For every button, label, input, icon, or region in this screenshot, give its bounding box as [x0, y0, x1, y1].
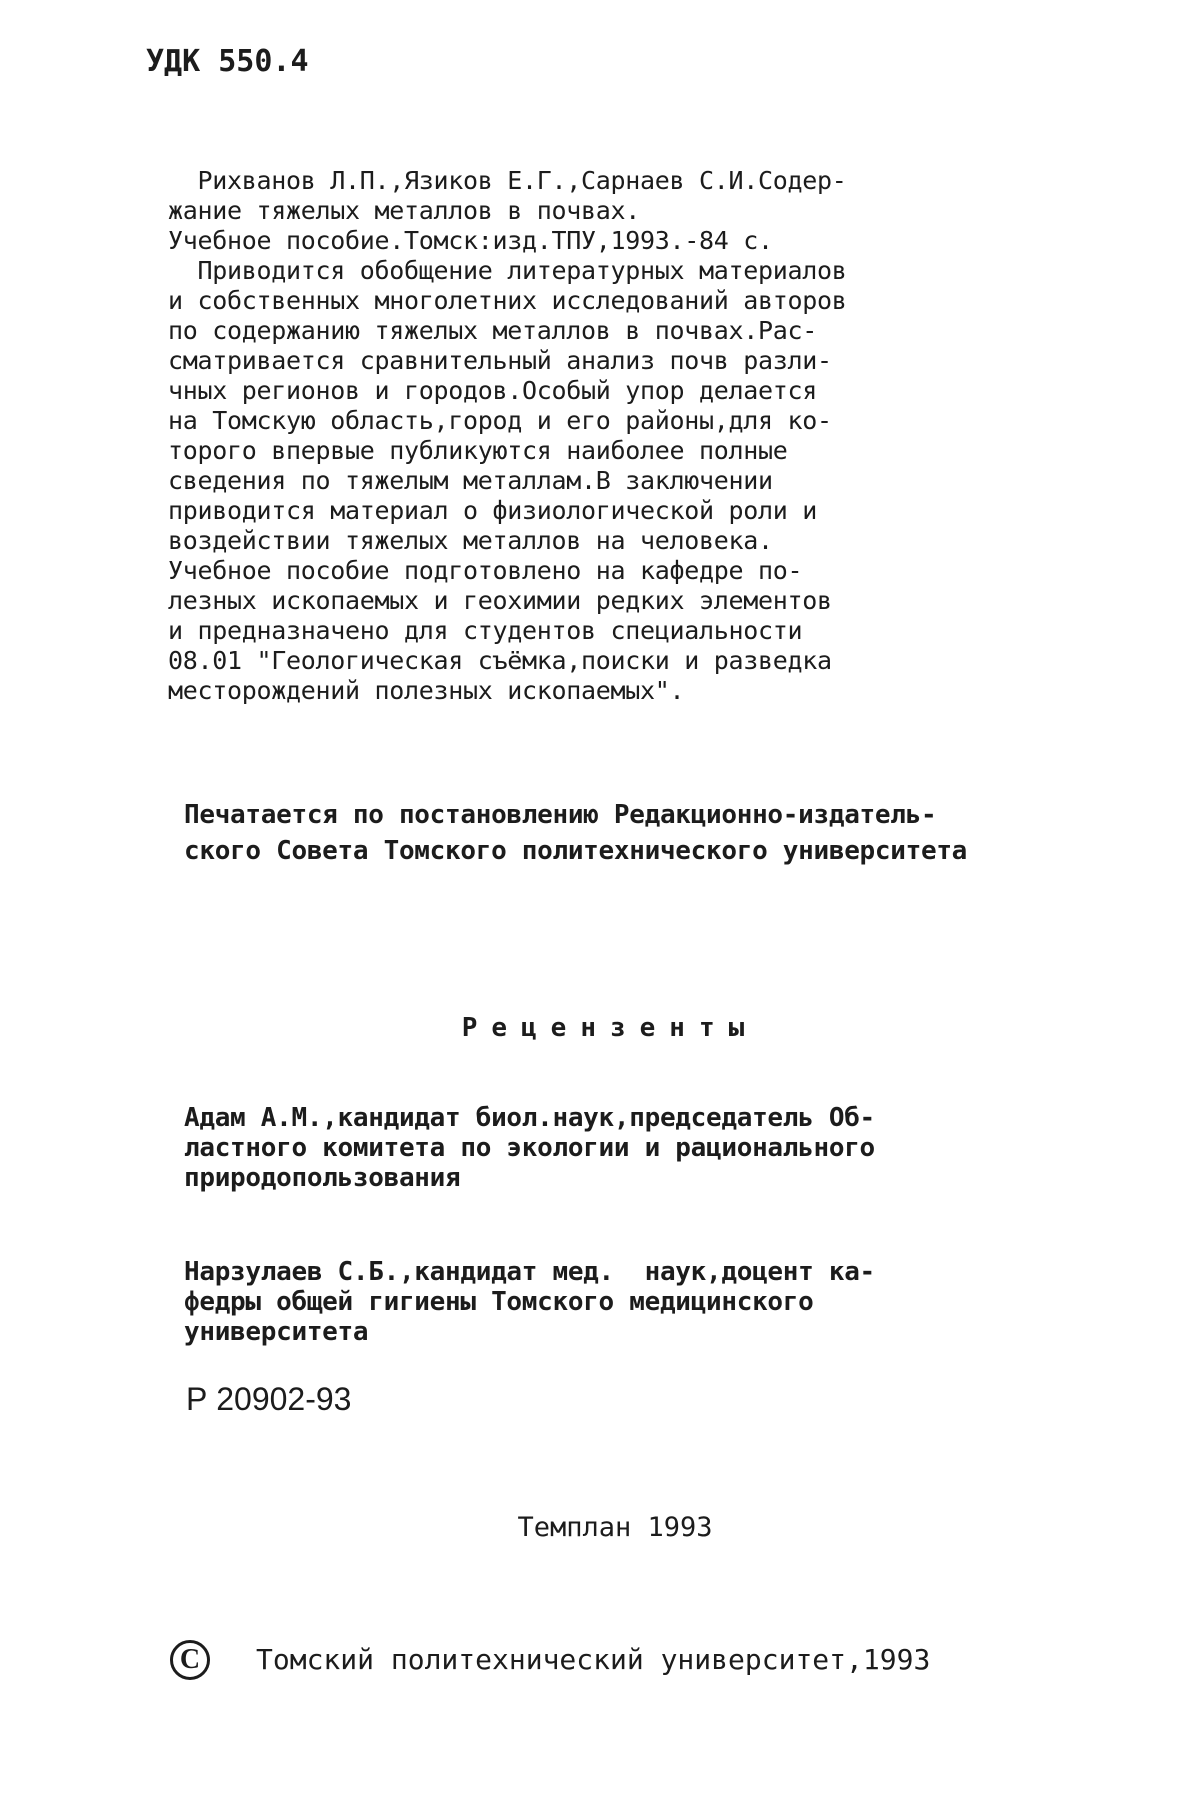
publish-note-line: Печатается по постановлению Редакционно-издатель- [184, 800, 937, 830]
abstract-line: торого впервые публикуются наиболее полные [168, 436, 788, 465]
abstract-line: Учебное пособие подготовлено на кафедре по- [168, 556, 803, 585]
reviewer-entry [184, 1257, 875, 1347]
abstract-line: и предназначено для студентов специальности [168, 616, 803, 645]
templan-year: Темплан 1993 [517, 1512, 713, 1543]
reviewer-line: университета [184, 1317, 369, 1347]
registration-number: Р 20902-93 [186, 1381, 352, 1417]
reviewer-line: Нарзулаев С.Б.,кандидат мед. наук,доцент ка- [184, 1257, 875, 1287]
reviewer-line: природопользования [184, 1163, 461, 1193]
abstract-line: на Томскую область,город и его районы,для ко- [168, 406, 832, 435]
reviewers-heading: Рецензенты [461, 1013, 759, 1043]
reviewer-line: ластного комитета по экологии и рационального [184, 1133, 875, 1163]
abstract-line: чных регионов и городов.Особый упор делается [168, 376, 818, 405]
abstract-line: лезных ископаемых и геохимии редких элементов [168, 586, 832, 615]
abstract-line: сведения по тяжелым металлам.В заключении [168, 466, 773, 495]
abstract-line: приводится материал о физиологической роли и [168, 496, 818, 525]
abstract-line: месторождений полезных ископаемых". [168, 676, 685, 705]
abstract-line: по содержанию тяжелых металлов в почвах.Рас- [168, 316, 818, 345]
abstract-line: жание тяжелых металлов в почвах. [168, 196, 641, 225]
publish-note-line: ского Совета Томского политехнического университета [184, 836, 968, 866]
abstract-line: воздействии тяжелых металлов на человека. [168, 526, 773, 555]
copyright-icon: C [170, 1640, 210, 1680]
abstract-line: Рихванов Л.П.,Язиков Е.Г.,Сарнаев С.И.Содер- [168, 166, 847, 195]
reviewer-line: Адам А.М.,кандидат биол.наук,председатель Об- [184, 1103, 875, 1133]
copyright-text: Томский политехнический университет,1993 [256, 1643, 931, 1676]
bibliographic-abstract [168, 166, 847, 706]
udk-code: УДК 550.4 [146, 44, 309, 79]
copyright-line [170, 1640, 930, 1680]
abstract-line: сматривается сравнительный анализ почв разли- [168, 346, 832, 375]
abstract-line: Учебное пособие.Томск:изд.ТПУ,1993.-84 с. [168, 226, 773, 255]
publication-approval-note [184, 797, 967, 869]
reviewer-entry [184, 1103, 875, 1193]
abstract-line: 08.01 "Геологическая съёмка,поиски и разведка [168, 646, 832, 675]
abstract-line: Приводится обобщение литературных материалов [168, 256, 847, 285]
reviewer-line: федры общей гигиены Томского медицинского [184, 1287, 814, 1317]
abstract-line: и собственных многолетних исследований авторов [168, 286, 847, 315]
